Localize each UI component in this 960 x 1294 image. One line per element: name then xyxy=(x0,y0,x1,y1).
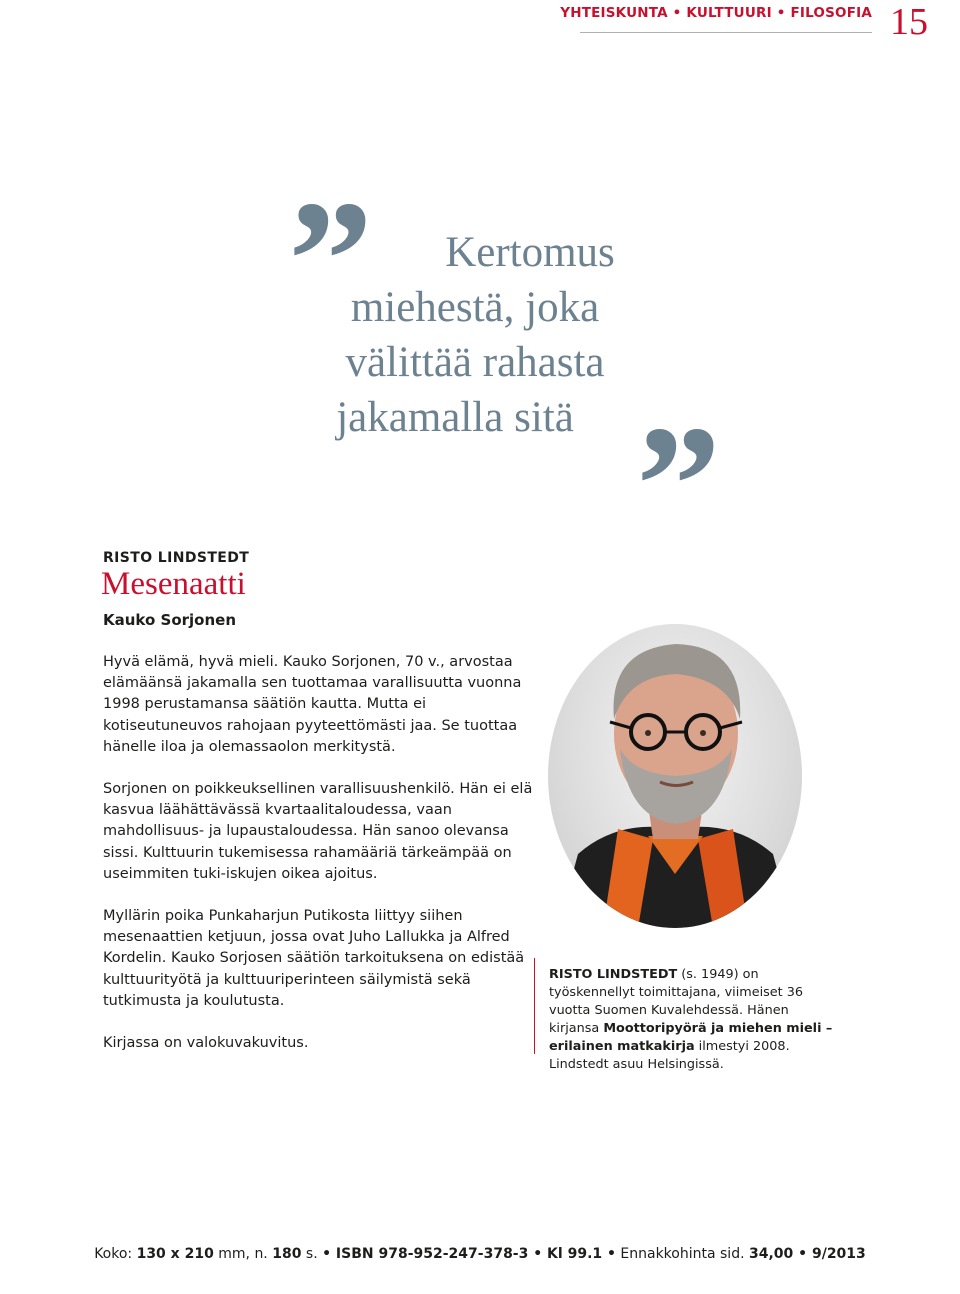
bio-book-title: Moottoripyörä ja miehen mieli – erilainen matkakirja xyxy=(549,1021,833,1054)
book-description xyxy=(103,652,533,1075)
header-categories: YHTEISKUNTA • KULTTUURI • FILOSOFIA xyxy=(560,5,872,21)
description-paragraph: Hyvä elämä, hyvä mieli. Kauko Sorjonen, 70 v., arvostaa elämäänsä jakamalla sen tuottamaa varallisuutta vuonna 1998 perustamansa säätiön kautta. Mutta ei kotiseutuneuvos rahojaan pyyteettömästi jaa. Se tuottaa hänelle iloa ja olemassaolon merkitystä. xyxy=(103,654,522,755)
author-bio xyxy=(549,966,839,1074)
bio-author-name: RISTO LINDSTEDT xyxy=(549,967,678,982)
book-author: RISTO LINDSTEDT xyxy=(103,550,250,566)
footer-isbn: • ISBN 978-952-247-378-3 • Kl 99.1 • xyxy=(322,1246,616,1262)
author-portrait-illustration xyxy=(548,624,802,928)
footer-size-rest: mm, n. xyxy=(213,1246,273,1262)
footer-size: 130 x 210 xyxy=(136,1246,214,1262)
description-paragraph: Sorjonen on poikkeuksellinen varallisuushenkilö. Hän ei elä kasvua läähättävässä kvartaalitaloudessa, vaan mahdollisuus- ja lupaustaloudessa. Hän sanoo olevansa sissi. Kulttuurin tukemisessa rahamääriä tärkeämpää on useimmiten tuki-iskujen oikea ajoitus. xyxy=(103,781,533,882)
page-number: 15 xyxy=(890,1,928,43)
pull-quote-line: miehestä, joka xyxy=(350,284,600,331)
footer-pages: 180 xyxy=(272,1246,302,1262)
author-portrait xyxy=(548,624,802,928)
pull-quote-line: välittää rahasta xyxy=(345,339,605,386)
bio-divider xyxy=(534,958,535,1054)
pull-quote-line: jakamalla sitä xyxy=(336,394,574,441)
book-details-footer xyxy=(0,1246,960,1262)
description-paragraph: Kirjassa on valokuvakuvitus. xyxy=(103,1035,309,1052)
book-subtitle: Kauko Sorjonen xyxy=(103,611,237,629)
footer-size-label: Koko: xyxy=(94,1246,137,1262)
pull-quote-line: Kertomus xyxy=(445,229,615,276)
open-quote-mark: ” xyxy=(288,166,373,354)
header-rule xyxy=(580,32,872,33)
close-quote-mark: ” xyxy=(636,391,721,579)
footer-price-label: Ennakkohinta sid. xyxy=(615,1246,749,1262)
bio-text: (s. 1949) on työskennellyt toimittajana, viimeiset 36 vuotta Suomen Kuvalehdessä. Hänen kirjansa xyxy=(549,967,804,1036)
bio-text: ilmestyi 2008. Lindstedt asuu Helsingissä. xyxy=(549,1039,790,1072)
footer-price: 34,00 • 9/2013 xyxy=(748,1246,866,1262)
book-title: Mesenaatti xyxy=(101,566,246,602)
description-paragraph: Myllärin poika Punkaharjun Putikosta liittyy siihen mesenaattien ketjuun, jossa ovat Juho Lallukka ja Alfred Kordelin. Kauko Sorjosen säätiön tarkoituksena on edistää kulttuurityötä ja kulttuuriperinteen säilymistä sekä tutkimusta ja koulutusta. xyxy=(103,908,525,1009)
footer-pages-rest: s. xyxy=(301,1246,323,1262)
